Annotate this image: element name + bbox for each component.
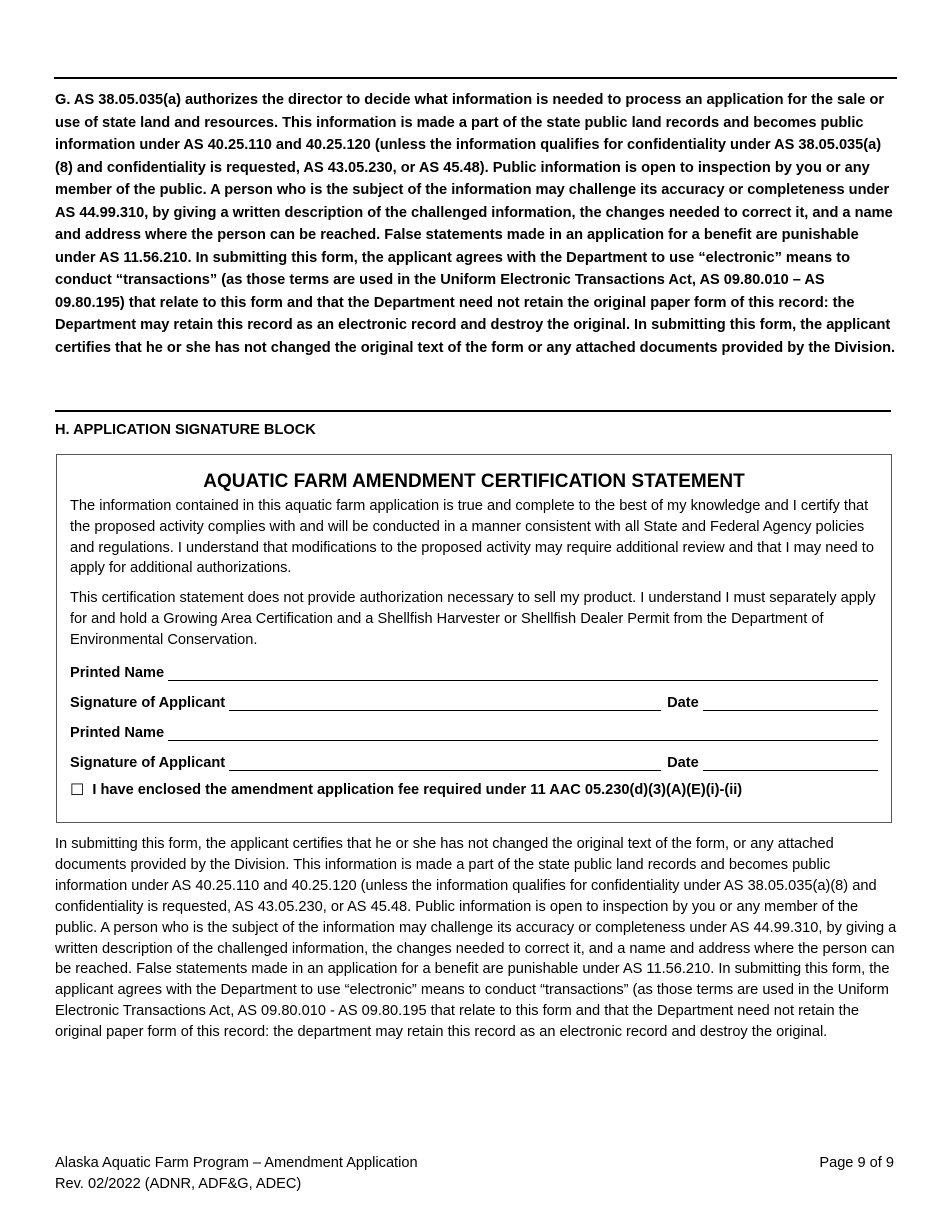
printed-name-label: Printed Name [70, 725, 165, 741]
signature-label: Signature of Applicant [70, 755, 226, 771]
date-field-2[interactable] [703, 755, 878, 771]
certification-box [56, 454, 892, 823]
printed-name-row-1 [70, 659, 878, 681]
printed-name-field-2[interactable] [168, 725, 878, 741]
section-g-statement: G. AS 38.05.035(a) authorizes the director to decide what information is needed to process an application for the sale or use of state land and resources. This information is made a part of the state public land records and becomes public information under AS 40.25.110 and 40.25.120 (unless the information qualifies for confidentiality under AS 38.05.035(a)(8) and confidentiality is requested, AS 43.05.230, or AS 45.48). Public information is open to inspection by you or any member of the public. A person who is the subject of the information may challenge its accuracy or completeness under AS 44.99.310, by giving a written description of the challenged information, the changes needed to correct it, and a name and address where the person can be reached. False statements made in an application for a benefit are punishable under AS 11.56.210. In submitting this form, the applicant agrees with the Department to use “electronic” means to conduct “transactions” (as those terms are used in the Uniform Electronic Transactions Act, AS 09.80.010 – AS 09.80.195) that relate to this form and that the Department need not retain the original paper form of this record: the Department may retain this record as an electronic record and destroy the original. In submitting this form, the applicant certifies that he or she has not changed the original text of the form or any attached documents provided by the Division. [55, 92, 896, 356]
section-divider [55, 410, 891, 412]
date-field-1[interactable] [703, 695, 878, 711]
printed-name-label: Printed Name [70, 665, 165, 681]
signature-row-2 [70, 749, 878, 771]
footer-page-number: Page 9 of 9 [819, 1155, 894, 1171]
fee-checkbox[interactable]: ☐ [70, 780, 85, 799]
date-label: Date [667, 695, 699, 711]
footer-program: Alaska Aquatic Farm Program – Amendment Application [55, 1155, 418, 1171]
closing-statement: In submitting this form, the applicant certifies that he or she has not changed the original text of the form, or any attached documents provided by the Division. This information is made a part of the state public land records and becomes public information under AS 40.25.110 and 40.25.120 (unless the information qualifies for confidentiality under AS 38.05.035(a)(8) and confidentiality is requested, AS 43.05.230, or AS 45.48. Public information is open to inspection by you or any member of the public. A person who is the subject of the information may challenge its accuracy or completeness under AS 44.99.310, by giving a written description of the challenged information, the changes needed to correct it, and a name and address where the person can be reached. False statements made in an application for a benefit are punishable under AS 11.56.210. In submitting this form, the applicant agrees with the Department to use “electronic” means to conduct “transactions” (as those terms are used in the Uniform Electronic Transactions Act, AS 09.80.010 - AS 09.80.195 that relate to this form and that the Department need not retain the original paper form of this record: the department may retain this record as an electronic record and destroy the original. [55, 836, 897, 1041]
signature-field-2[interactable] [229, 755, 661, 771]
footer-revision: Rev. 02/2022 (ADNR, ADF&G, ADEC) [55, 1176, 302, 1192]
printed-name-field-1[interactable] [168, 665, 878, 681]
fee-checkbox-label: I have enclosed the amendment application fee required under 11 AAC 05.230(d)(3)(A)(E)(i)-(ii) [92, 781, 743, 798]
top-divider [54, 77, 897, 79]
signature-label: Signature of Applicant [70, 695, 226, 711]
certification-title: AQUATIC FARM AMENDMENT CERTIFICATION STATEMENT [203, 471, 745, 492]
certification-paragraph-1: The information contained in this aquatic farm application is true and complete to the best of my knowledge and I certify that the proposed activity complies with and will be conducted in a manner consistent with all State and Federal Agency policies and regulations. I understand that modifications to the proposed activity may require additional review and that I may need to apply for additional authorizations. [70, 498, 874, 577]
date-label: Date [667, 755, 699, 771]
certification-paragraph-2: This certification statement does not provide authorization necessary to sell my product. I understand I must separately apply for and hold a Growing Area Certification and a Shellfish Harvester or Shellfish Dealer Permit from the Department of Environmental Conservation. [70, 590, 876, 648]
section-h-heading: H. APPLICATION SIGNATURE BLOCK [55, 422, 316, 438]
signature-row-1 [70, 689, 878, 711]
printed-name-row-2 [70, 719, 878, 741]
signature-field-1[interactable] [229, 695, 661, 711]
footer-left [55, 1153, 418, 1195]
fee-checkbox-row [70, 780, 742, 799]
